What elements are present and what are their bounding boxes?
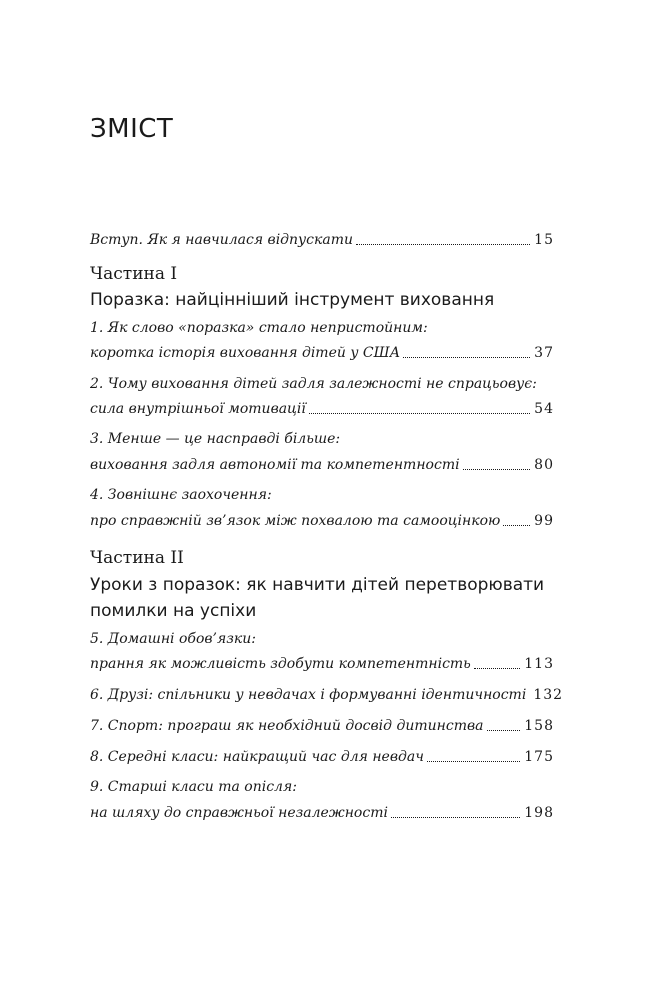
- entry-title: Вступ. Як я навчилася відпускати: [90, 232, 354, 248]
- part-title: Поразка: найцінніший інструмент виховання: [90, 290, 495, 310]
- toc-entry-intro[interactable]: [90, 228, 554, 252]
- dot-leader: [427, 761, 520, 762]
- chapter-title-line: 2. Чому виховання дітей задля залежності не спрацьовує:: [90, 376, 537, 392]
- page-number: 158: [524, 718, 554, 734]
- chapter-title-line: 1. Як слово «поразка» стало непристойним:: [90, 320, 428, 336]
- toc-entry-chapter-7[interactable]: [90, 714, 554, 738]
- toc-entry-chapter-9[interactable]: [90, 801, 554, 825]
- entry-title: 6. Друзі: спільники у невдачах і формуванні ідентичності: [90, 687, 527, 703]
- toc-entry-chapter-4[interactable]: [90, 509, 554, 533]
- chapter-title-line: 3. Менше — це насправді більше:: [90, 431, 341, 447]
- entry-subtitle: прання як можливість здобути компетентність: [90, 656, 471, 672]
- page-number: 175: [524, 749, 554, 765]
- dot-leader: [403, 357, 530, 358]
- page-title: ЗМІСТ: [90, 114, 174, 144]
- entry-subtitle: на шляху до справжньої незалежності: [90, 805, 388, 821]
- chapter-title-line: 9. Старші класи та опісля:: [90, 779, 297, 795]
- dot-leader: [474, 668, 520, 669]
- entry-subtitle: виховання задля автономії та компетентності: [90, 457, 460, 473]
- entry-subtitle: сила внутрішньої мотивації: [90, 401, 306, 417]
- page-number: 198: [524, 805, 554, 821]
- dot-leader: [356, 244, 530, 245]
- page-number: 15: [534, 232, 554, 248]
- toc-entry-chapter-6[interactable]: [90, 683, 564, 707]
- chapter-title-line: 4. Зовнішнє заохочення:: [90, 487, 272, 503]
- part-title-continued: помилки на успіхи: [90, 601, 257, 621]
- dot-leader: [463, 469, 531, 470]
- entry-subtitle: про справжній зв’язок між похвалою та самооцінкою: [90, 513, 501, 529]
- dot-leader: [391, 817, 520, 818]
- entry-title: 7. Спорт: програш як необхідний досвід дитинства: [90, 718, 484, 734]
- page-number: 113: [524, 656, 554, 672]
- dot-leader: [309, 413, 530, 414]
- toc-entry-chapter-5[interactable]: [90, 652, 554, 676]
- part-label: Частина I: [90, 264, 178, 284]
- part-label: Частина II: [90, 548, 184, 568]
- chapter-title-line: 5. Домашні обов’язки:: [90, 631, 256, 647]
- page-number: 99: [534, 513, 554, 529]
- dot-leader: [503, 525, 530, 526]
- entry-subtitle: коротка історія виховання дітей у США: [90, 345, 401, 361]
- page-number: 80: [534, 457, 554, 473]
- toc-entry-chapter-3[interactable]: [90, 453, 554, 477]
- page-number: 37: [534, 345, 554, 361]
- entry-title: 8. Середні класи: найкращий час для невдач: [90, 749, 424, 765]
- part-title: Уроки з поразок: як навчити дітей перетворювати: [90, 575, 545, 595]
- page-number: 54: [534, 401, 554, 417]
- toc-entry-chapter-1[interactable]: [90, 341, 554, 365]
- toc-entry-chapter-2[interactable]: [90, 397, 554, 421]
- page-number: 132: [533, 687, 564, 703]
- dot-leader: [487, 730, 521, 731]
- toc-entry-chapter-8[interactable]: [90, 745, 554, 769]
